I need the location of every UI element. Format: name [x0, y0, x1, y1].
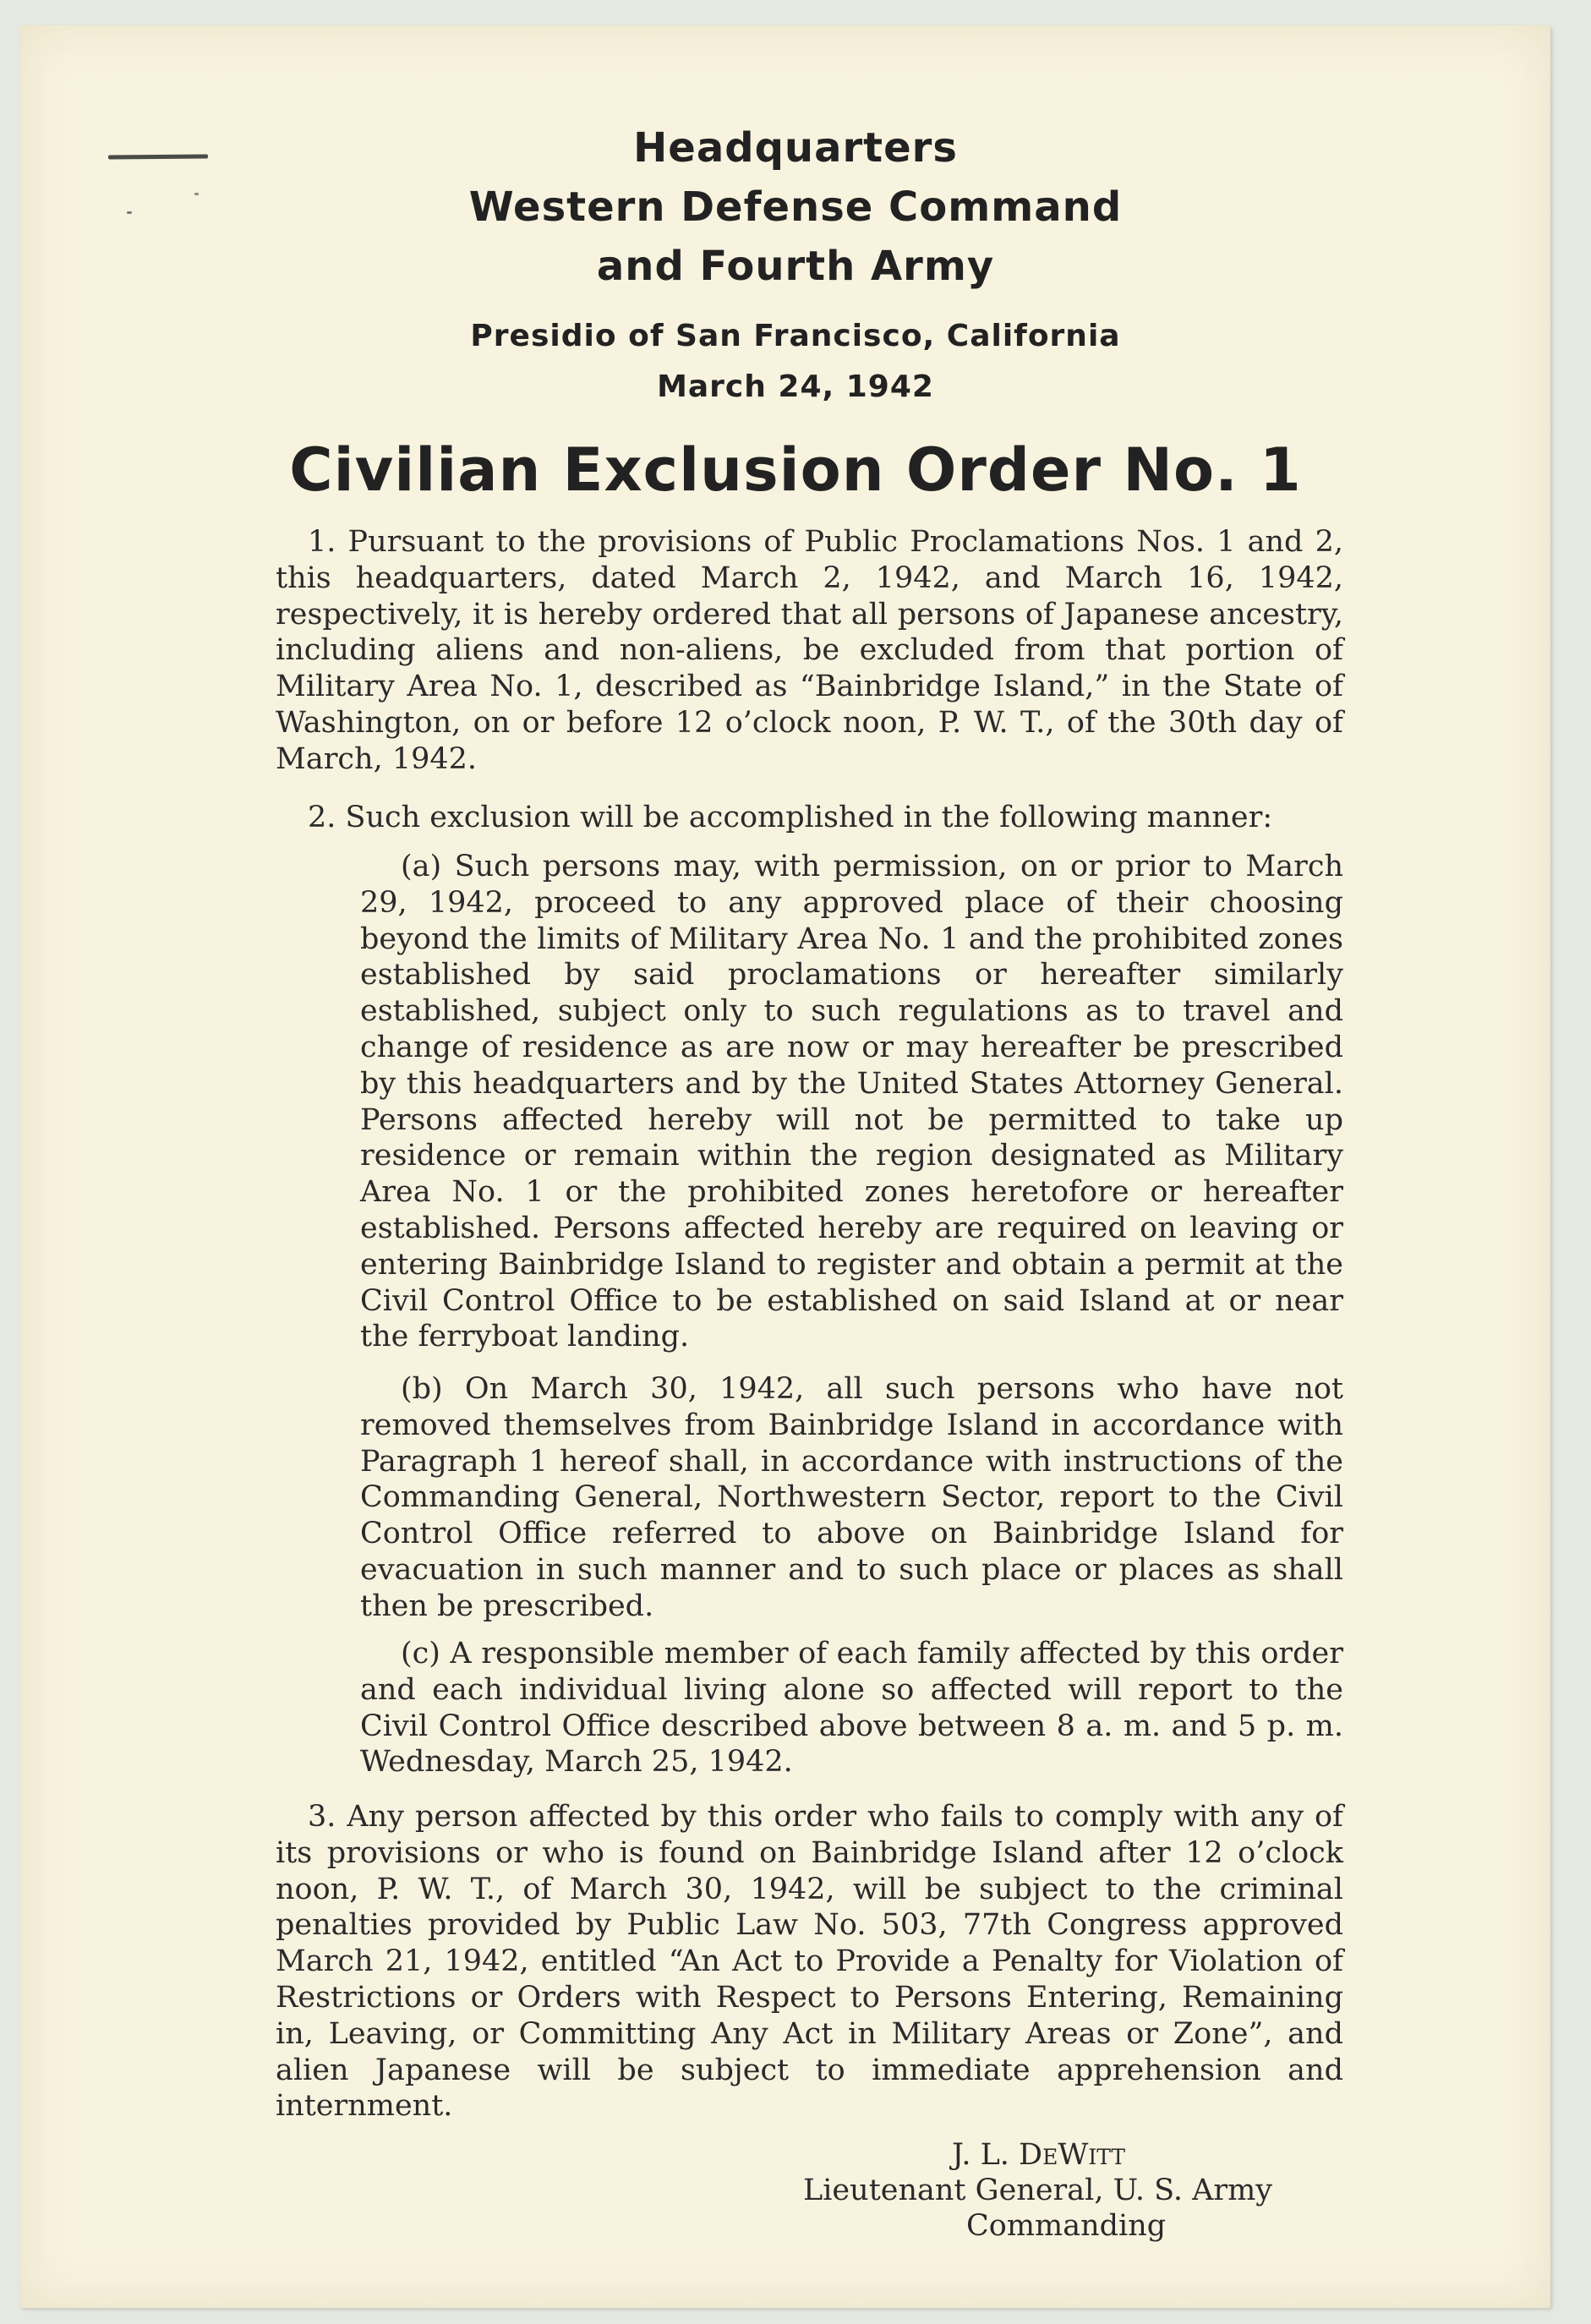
headquarters-heading — [0, 118, 1591, 296]
paragraph-1: 1. Pursuant to the provisions of Public Proclamations Nos. 1 and 2, this headquarters, dated March 2, 1942, and March 16, 1942, respectively, it is hereby ordered that all persons of Japanese ancestry, including aliens and non-aliens, be excluded from that portion of Military Area No. 1, described as “Bainbridge Island,” in the State of Washington, on or before 12 o’clock noon, P. W. T., of the 30th day of March, 1942. — [276, 525, 1343, 776]
heading-line: Headquarters — [633, 124, 958, 172]
paragraph-2b: (b) On March 30, 1942, all such persons who have not removed themselves from Bainbridge Island in accordance with Paragraph 1 hereof shall, in accordance with instructions of the Commanding General, Northwestern Sector, report to the Civil Control Office referred to above on Bainbridge Island for evacuation in such manner and to such place or places as shall then be prescribed. — [360, 1372, 1343, 1623]
paragraph-2a: (a) Such persons may, with permission, on or prior to March 29, 1942, proceed to any approved place of their choosing beyond the limits of Military Area No. 1 and the prohibited zones established by said proclamations or hereafter similarly established, subject only to such regulations as to travel and change of residence as are now or may hereafter be prescribed by this headquarters and by the United States Attorney General. Persons affected hereby will not be permitted to take up residence or remain within the region designated as Military Area No. 1 or the prohibited zones heretofore or hereafter established. Persons affected hereby are required on leaving or entering Bainbridge Island to register and obtain a permit at the Civil Control Office to be established on said Island at or near the ferryboat landing. — [360, 850, 1343, 1354]
signatory-role: Commanding — [966, 2209, 1167, 2243]
paragraph-2c: (c) A responsible member of each family affected by this order and each individual living alone so affected will report to the Civil Control Office described above between 8 a. m. and 5 p. m. Wednesday, March 25, 1942. — [360, 1637, 1343, 1780]
location-line: Presidio of San Francisco, California — [470, 319, 1121, 353]
date-line: March 24, 1942 — [657, 369, 934, 404]
heading-line: Western Defense Command — [468, 183, 1123, 231]
paragraph-3: 3. Any person affected by this order who fails to comply with any of its provisions or who is found on Bainbridge Island after 12 o’clock noon, P. W. T., of March 30, 1942, will be subject to the criminal penalties provided by Public Law No. 503, 77th Congress approved March 21, 1942, entitled “An Act to Provide a Penalty for Violation of Restrictions or Orders with Respect to Persons Entering, Remaining in, Leaving, or Committing Any Act in Military Areas or Zone”, and alien Japanese will be subject to immediate apprehension and internment. — [276, 1800, 1343, 2124]
heading-line: and Fourth Army — [596, 243, 995, 290]
paragraph-2: 2. Such exclusion will be accomplished in the following manner: — [308, 801, 1273, 834]
signature-block — [795, 2137, 1353, 2244]
order-title: Civilian Exclusion Order No. 1 — [289, 435, 1302, 505]
location-date-block — [0, 311, 1591, 413]
signatory-rank: Lieutenant General, U. S. Army — [803, 2174, 1273, 2207]
signatory-name: J. L. DeWitt — [952, 2138, 1126, 2172]
